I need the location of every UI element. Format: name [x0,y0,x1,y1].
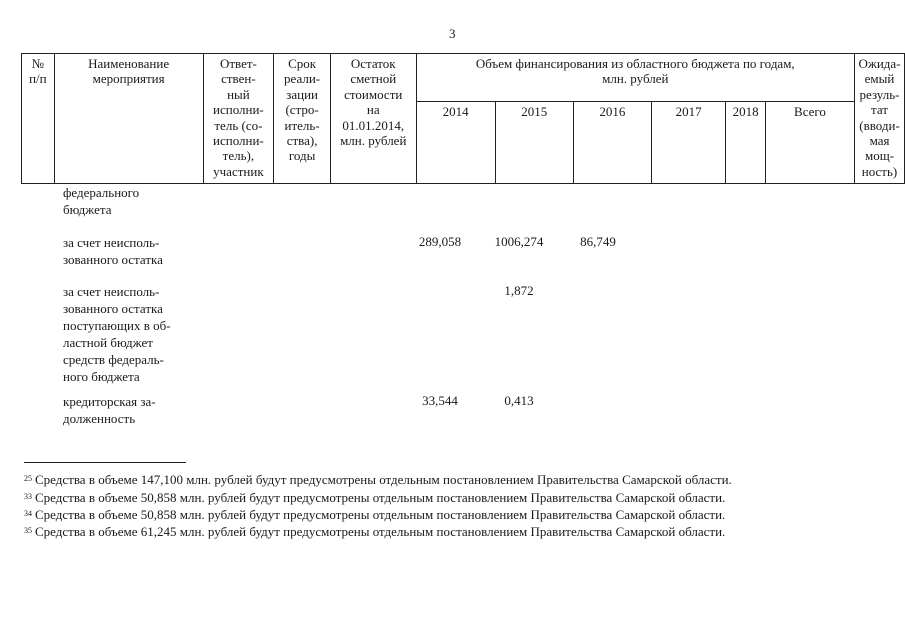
value-2014: 33,544 [422,393,458,408]
row-label-unused-remainder: за счет неисполь- зованного остатка [63,235,163,267]
header-remainder: Остаток сметной стоимости на 01.01.2014, млн. рублей [330,54,416,184]
header-year-2015: 2015 [495,102,573,184]
table-header [21,53,905,184]
value-2015: 1006,274 [494,234,544,249]
footnote: $^{33}$ Средства в объеме 50,858 млн. рублей будут предусмотрены отдельным постановлением Правительства Самарской области. [24,490,726,505]
footnote: $^{35}$ Средства в объеме 61,245 млн. рублей будут предусмотрены отдельным постановлением Правительства Самарской области. [24,524,726,539]
value-2014: 289,058 [418,234,462,249]
value-2015: 0,413 [504,393,534,408]
header-term: Срок реали- зации (стро- итель- ства), годы [274,54,331,184]
page-number: 3 [449,26,456,41]
row-label-unused-remainder-federal: за счет неисполь- зованного остатка поступающих в об- ластной бюджет средств федераль- ного бюджета [63,284,171,384]
value-2015: 1,872 [504,283,534,298]
value-2016: 86,749 [580,234,616,249]
header-year-2017: 2017 [651,102,725,184]
header-no: № п/п [22,54,55,184]
header-funding: Объем финансирования из областного бюджета по годам, млн. рублей [416,54,854,102]
row-label-accounts-payable: кредиторская за- долженность [63,394,156,426]
footnote: $^{25}$ Средства в объеме 147,100 млн. рублей будут предусмотрены отдельным постановлением Правительства Самарской области. [24,472,732,487]
header-total: Всего [765,102,854,184]
header-responsible: Ответ- ствен- ный исполни- тель (со- исполни- тель), участник [203,54,274,184]
header-expected: Ожида- емый резуль- тат (вводи- мая мощ- ность) [855,54,905,184]
header-year-2018: 2018 [726,102,766,184]
header-name: Наименование мероприятия [54,54,203,184]
footnote-divider [24,462,186,463]
header-year-2016: 2016 [573,102,651,184]
footnote: $^{34}$ Средства в объеме 50,858 млн. рублей будут предусмотрены отдельным постановлением Правительства Самарской области. [24,507,726,522]
row-label-federal-budget: федерального бюджета [63,185,140,217]
header-year-2014: 2014 [416,102,495,184]
